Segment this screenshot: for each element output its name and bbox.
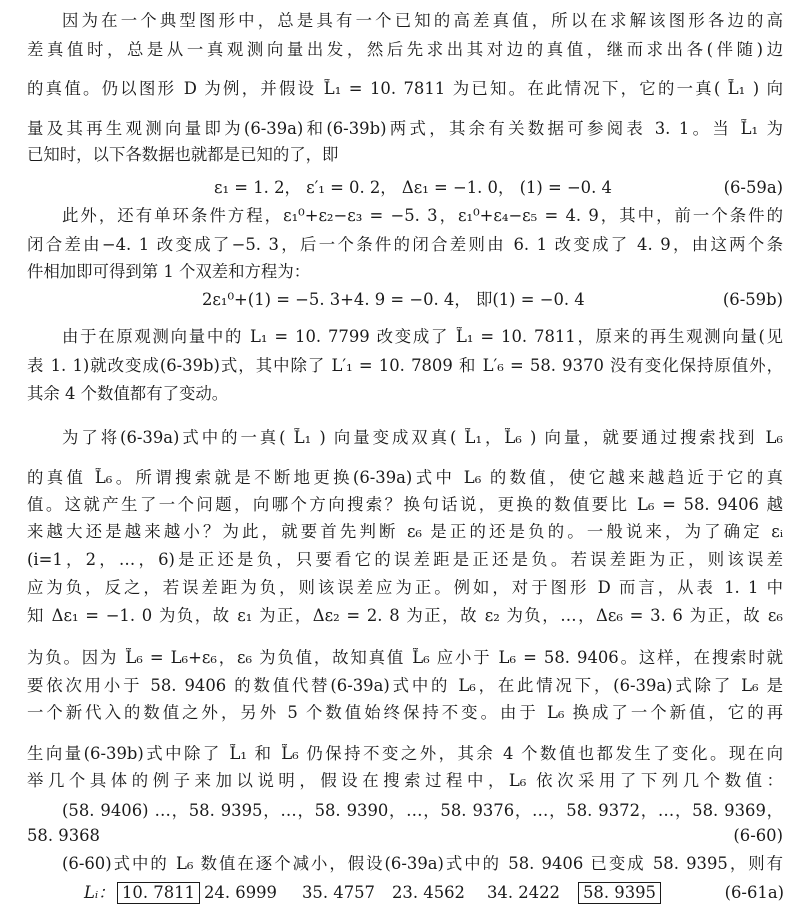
text-line: (i=1，2，…，6)是正还是负，只要看它的误差距是正还是负。若误差距为正，则该误差 [27, 550, 783, 569]
equation-number-6-59b: (6-59b) [722, 290, 783, 309]
equation-6-59a: ε₁ = 1. 2， ε′₁ = 0. 2， Δε₁ = −1. 0， (1) = −0. 4 [214, 178, 612, 197]
equation-number-6-61a: (6-61a) [724, 883, 784, 902]
boxed-value-last: 58. 9395 [578, 882, 661, 904]
text-line: 差真值时，总是从一真观测向量出发，然后先求出其对边的真值，继而求出各(伴随)边 [27, 40, 783, 59]
text-line: 此外，还有单环条件方程，ε₁⁰+ε₂−ε₃ = −5. 3，ε₁⁰+ε₄−ε₅ = 4. 9，其中，前一个条件的 [62, 206, 783, 225]
text-line: 58. 9368 [27, 826, 100, 845]
text-line: 要依次用小于 58. 9406 的数值代替(6-39a)式中的 L₆，在此情况下，(6-39a)式除了 L₆ 是 [27, 676, 783, 695]
text-line: 值。这就产生了一个问题，向哪个方向搜索？换句话说，更换的数值要比 L₆ = 58. 9406 越 [27, 495, 783, 514]
text-line: 举几个具体的例子来加以说明，假设在搜索过程中，L₆ 依次采用了下列几个数值： [27, 771, 783, 790]
equation-number-6-60: (6-60) [733, 826, 783, 845]
text-line: (6-60)式中的 L₆ 数值在逐个减小，假设(6-39a)式中的 58. 9406 已变成 58. 9395，则有 [62, 854, 783, 873]
text-line: 因为在一个典型图形中，总是具有一个已知的高差真值，所以在求解该图形各边的高 [62, 11, 783, 30]
text-line: 的真值。仍以图形 D 为例，并假设 L̃₁ = 10. 7811 为已知。在此情况下，它的一真( L̃₁ ) 向 [27, 79, 783, 98]
text-line: 闭合差由−4. 1 改变成了−5. 3，后一个条件的闭合差则由 6. 1 改变成了 4. 9，由这两个条 [27, 235, 783, 254]
value-4: 23. 4562 [392, 883, 465, 902]
boxed-value-first: 10. 7811 [117, 882, 200, 904]
row-label: Lᵢ： [84, 883, 115, 902]
text-line: 为了将(6-39a)式中的一真( L̃₁ ) 向量变成双真( L̃₁，L̃₆ ) 向量，就要通过搜索找到 L₆ [62, 428, 783, 447]
equation-number-6-59a: (6-59a) [723, 178, 783, 197]
text-line: 件相加即可得到第 1 个双差和方程为： [27, 262, 311, 281]
value-2: 24. 6999 [204, 883, 277, 902]
text-line: 为负。因为 L̃₆ = L₆+ε₆，ε₆ 为负值，故知真值 L̃₆ 应小于 L₆ = 58. 9406。这样，在搜索时就 [27, 648, 783, 667]
text-line: 一个新代入的数值之外，另外 5 个数值始终保持不变。由于 L₆ 换成了一个新值，它的再 [27, 703, 783, 722]
equation-6-59b: 2ε₁⁰+(1) = −5. 3+4. 9 = −0. 4， 即(1) = −0. 4 [202, 290, 585, 309]
text-line: 生向量(6-39b)式中除了 L̃₁ 和 L̃₆ 仍保持不变之外，其余 4 个数值也都发生了变化。现在向 [27, 744, 783, 763]
text-line: 已知时，以下各数据也就都是已知的了，即 [27, 145, 339, 164]
text-line: 表 1. 1)就改变成(6-39b)式，其中除了 L′₁ = 10. 7809 和 L′₆ = 58. 9370 没有变化保持原值外， [27, 356, 783, 375]
text-line: 应为负，反之，若误差距为负，则该误差应为正。例如，对于图形 D 而言，从表 1. 1 中 [27, 578, 783, 597]
text-line: 的真值 L̃₆。所谓搜索就是不断地更换(6-39a)式中 L₆ 的数值，使它越来越趋近于它的真 [27, 468, 783, 487]
text-line: 来越大还是越来越小？为此，就要首先判断 ε₆ 是正的还是负的。一般说来，为了确定 εᵢ [27, 522, 783, 541]
value-3: 35. 4757 [302, 883, 375, 902]
equation-6-61a [84, 881, 784, 905]
text-line: 知 Δε₁ = −1. 0 为负，故 ε₁ 为正，Δε₂ = 2. 8 为正，故 ε₂ 为负，…，Δε₆ = 3. 6 为正，故 ε₆ [27, 606, 783, 625]
text-line: 其余 4 个数值都有了变动。 [27, 384, 229, 403]
text-line: (58. 9406) …，58. 9395，…，58. 9390，…，58. 9376，…，58. 9372，…，58. 9369， [62, 801, 783, 820]
text-line: 量及其再生观测向量即为(6-39a)和(6-39b)两式，其余有关数据可参阅表 3. 1。当 L̃₁ 为 [27, 119, 783, 138]
value-5: 34. 2422 [487, 883, 560, 902]
text-line: 由于在原观测向量中的 L₁ = 10. 7799 改变成了 L̃₁ = 10. 7811，原来的再生观测向量(见 [62, 327, 783, 346]
